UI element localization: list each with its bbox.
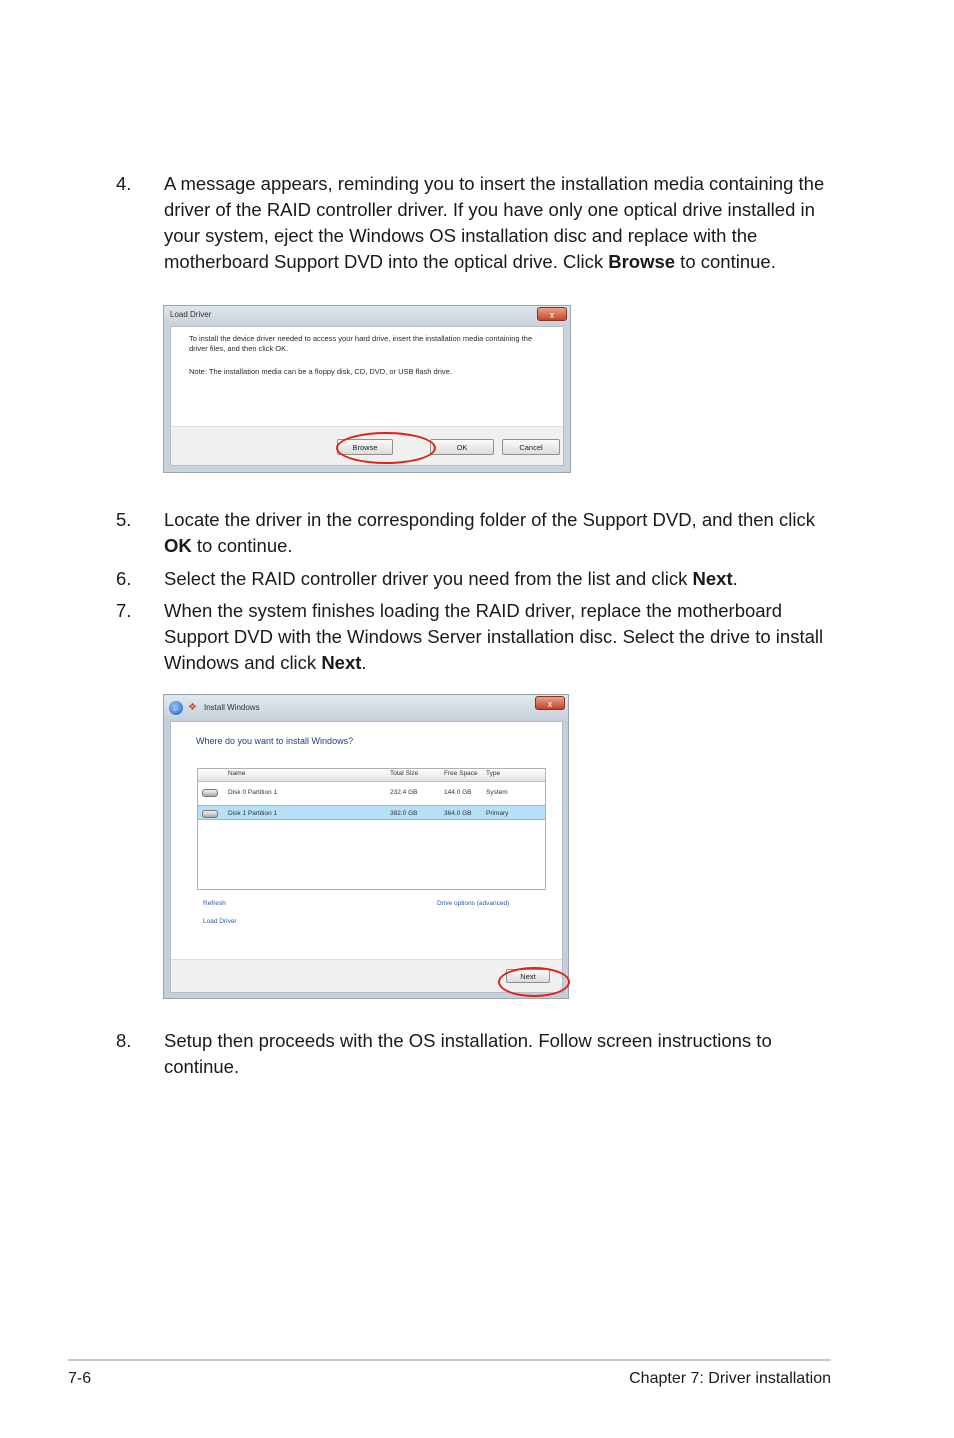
install-windows-screenshot bbox=[163, 694, 569, 999]
windows-logo-icon: ❖ bbox=[188, 702, 197, 713]
browse-button[interactable]: Browse bbox=[337, 439, 393, 455]
step-number: 8. bbox=[116, 1030, 132, 1051]
dialog-titlebar bbox=[164, 306, 570, 326]
step-number: 6. bbox=[116, 568, 132, 589]
partition-type: Primary bbox=[486, 810, 509, 817]
step-bold: Next bbox=[321, 652, 362, 673]
ok-button[interactable]: OK bbox=[430, 439, 494, 455]
partition-total-size: 232.4 GB bbox=[390, 789, 418, 796]
next-button[interactable]: Next bbox=[506, 969, 550, 983]
chapter-title: Chapter 7: Driver installation bbox=[629, 1370, 831, 1387]
step-number: 7. bbox=[116, 600, 132, 621]
partition-name: Disk 1 Partition 1 bbox=[228, 810, 278, 817]
step-bold: Browse bbox=[608, 251, 676, 272]
refresh-link[interactable]: Refresh bbox=[203, 900, 226, 907]
column-header[interactable]: Name bbox=[228, 770, 246, 777]
partition-free-space: 144.0 GB bbox=[444, 789, 472, 796]
step-text: A message appears, reminding you to insert the installation media containing the driver of the RAID controller driver. If you have only one optical drive installed in your system, eject the Windows OS installation disc and replace with the motherboard Support DVD into the optical drive. Click Browse to continue. bbox=[164, 173, 825, 272]
column-header[interactable]: Free Space bbox=[444, 770, 478, 777]
table-header bbox=[198, 769, 545, 782]
highlight-circle-next bbox=[498, 967, 570, 997]
install-question: Where do you want to install Windows? bbox=[196, 736, 354, 746]
step-text: When the system finishes loading the RAID driver, replace the motherboard Support DVD with the Windows Server installation disc. Select the drive to install Windows and click Next. bbox=[164, 600, 824, 673]
column-header[interactable]: Total Size bbox=[390, 770, 419, 777]
step-number: 5. bbox=[116, 509, 132, 530]
table-row-selected[interactable] bbox=[198, 805, 545, 820]
drive-options-link[interactable]: Drive options (advanced) bbox=[437, 900, 510, 907]
dialog-title: Load Driver bbox=[170, 310, 212, 319]
table-row[interactable] bbox=[198, 785, 545, 800]
page-number: 7-6 bbox=[68, 1370, 92, 1387]
partition-name: Disk 0 Partition 1 bbox=[228, 789, 278, 796]
partition-table bbox=[197, 768, 546, 890]
partition-total-size: 382.0 GB bbox=[390, 810, 418, 817]
close-icon[interactable]: x bbox=[537, 307, 567, 321]
window-body bbox=[170, 721, 563, 993]
back-arrow-icon[interactable]: ← bbox=[169, 701, 183, 715]
hard-disk-icon bbox=[202, 810, 218, 818]
partition-type: System bbox=[486, 789, 508, 796]
step-text: Select the RAID controller driver you need from the list and click Next. bbox=[164, 568, 738, 589]
window-title: Install Windows bbox=[204, 703, 260, 712]
hard-disk-icon bbox=[202, 789, 218, 797]
partition-free-space: 364.0 GB bbox=[444, 810, 472, 817]
column-header[interactable]: Type bbox=[486, 770, 501, 777]
cancel-button[interactable]: Cancel bbox=[502, 439, 560, 455]
load-driver-link[interactable]: Load Driver bbox=[203, 918, 237, 925]
step-number: 4. bbox=[116, 173, 132, 194]
window-titlebar bbox=[164, 695, 568, 719]
step-bold: Next bbox=[692, 568, 733, 589]
highlight-circle-browse bbox=[336, 432, 436, 464]
close-icon[interactable]: x bbox=[535, 696, 565, 710]
footer-divider bbox=[68, 1359, 831, 1361]
step-bold: OK bbox=[164, 535, 192, 556]
step-text: Locate the driver in the corresponding folder of the Support DVD, and then click OK to continue. bbox=[164, 509, 815, 556]
dialog-message: To install the device driver needed to access your hard drive, insert the installation media containing the driver files, and then click OK. bbox=[189, 334, 533, 353]
step-text: Setup then proceeds with the OS installation. Follow screen instructions to continue. bbox=[164, 1030, 772, 1077]
dialog-note: Note: The installation media can be a floppy disk, CD, DVD, or USB flash drive. bbox=[189, 367, 452, 376]
